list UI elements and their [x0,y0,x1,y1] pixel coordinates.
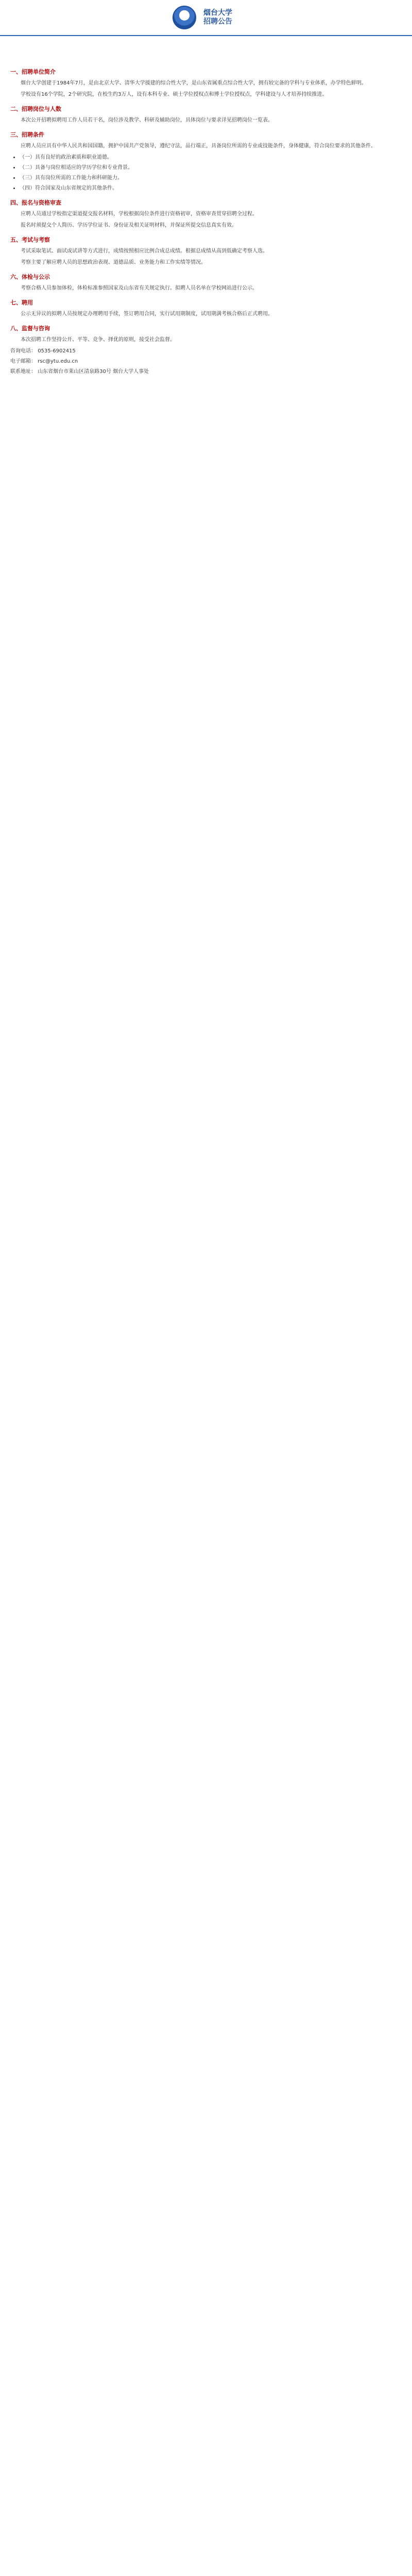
section-title-4: 四、报名与资格审查 [10,199,61,206]
list-item: • （三）具有岗位所需的工作能力和科研能力。 [20,174,402,182]
section-title-3: 三、招聘条件 [10,131,44,138]
paragraph: 学校设有16个学院，2个研究院，在校生约3万人，设有本科专业、硕士学位授权点和博士学位授权点，学科建设与人才培养持续推进。 [21,92,328,97]
page-header [0,0,412,36]
header-title-block [203,9,232,27]
address-line [10,368,402,376]
paragraph: 报名时须提交个人简历、学历学位证书、身份证及相关证明材料，并保证所提交信息真实有效。 [21,223,237,228]
footer-space [10,378,402,1512]
section-title-6: 六、体检与公示 [10,274,50,280]
list-item: • （一）具有良好的政治素质和职业道德。 [20,154,402,162]
paragraph: 考试采取笔试、面试或试讲等方式进行，成绩按照相应比例合成总成绩。根据总成绩从高到低确定考察人选。 [21,248,268,254]
contact-value: 0535-6902415 [38,348,76,354]
article-content [10,62,402,2576]
requirement-list [20,154,402,193]
contact-label: 咨询电话： [10,348,36,354]
address-value: 山东省烟台市莱山区清泉路30号 烟台大学人事处 [38,369,149,375]
paragraph: 应聘人员应具有中华人民共和国国籍，拥护中国共产党领导，遵纪守法，品行端正，具备岗位所需的专业或技能条件，身体健康，符合岗位要求的其他条件。 [21,143,376,149]
paragraph: 本次招聘工作坚持公开、平等、竞争、择优的原则，接受社会监督。 [21,337,175,343]
section-title-7: 七、聘用 [10,299,33,306]
address-label: 联系地址： [10,369,36,375]
email-label: 电子邮箱： [10,359,36,364]
paragraph: 考察主要了解应聘人员的思想政治表现、道德品质、业务能力和工作实绩等情况。 [21,260,206,265]
email-value: rsc@ytu.edu.cn [38,359,78,364]
section-title-5: 五、考试与考察 [10,236,50,243]
paragraph: 本次公开招聘拟聘用工作人员若干名，岗位涉及教学、科研及辅助岗位，具体岗位与要求详见招聘岗位一览表。 [21,117,273,123]
list-item: • （四）符合国家及山东省规定的其他条件。 [20,184,402,193]
paragraph: 公示无异议的拟聘人员按规定办理聘用手续，签订聘用合同，实行试用期制度，试用期满考核合格后正式聘用。 [21,311,273,317]
paragraph: 考察合格人员参加体检，体检标准参照国家及山东省有关规定执行。拟聘人员名单在学校网站进行公示。 [21,285,258,291]
page-name: 招聘公告 [203,18,232,26]
school-name: 烟台大学 [203,8,232,17]
paragraph: 应聘人员通过学校指定渠道提交报名材料，学校根据岗位条件进行资格初审，资格审查贯穿招聘全过程。 [21,211,258,217]
university-logo [173,6,196,29]
section-title-2: 二、招聘岗位与人数 [10,106,61,112]
paragraph: 烟台大学创建于1984年7月，是由北京大学、清华大学援建的综合性大学，是山东省属重点综合性大学，拥有较完备的学科与专业体系，办学特色鲜明。 [21,80,367,86]
email-line [10,358,402,366]
section-title-8: 八、监督与咨询 [10,325,50,332]
list-item: • （二）具备与岗位相适应的学历学位和专业背景。 [20,164,402,172]
contact-line [10,347,402,355]
section-title-1: 一、招聘单位简介 [10,69,56,75]
